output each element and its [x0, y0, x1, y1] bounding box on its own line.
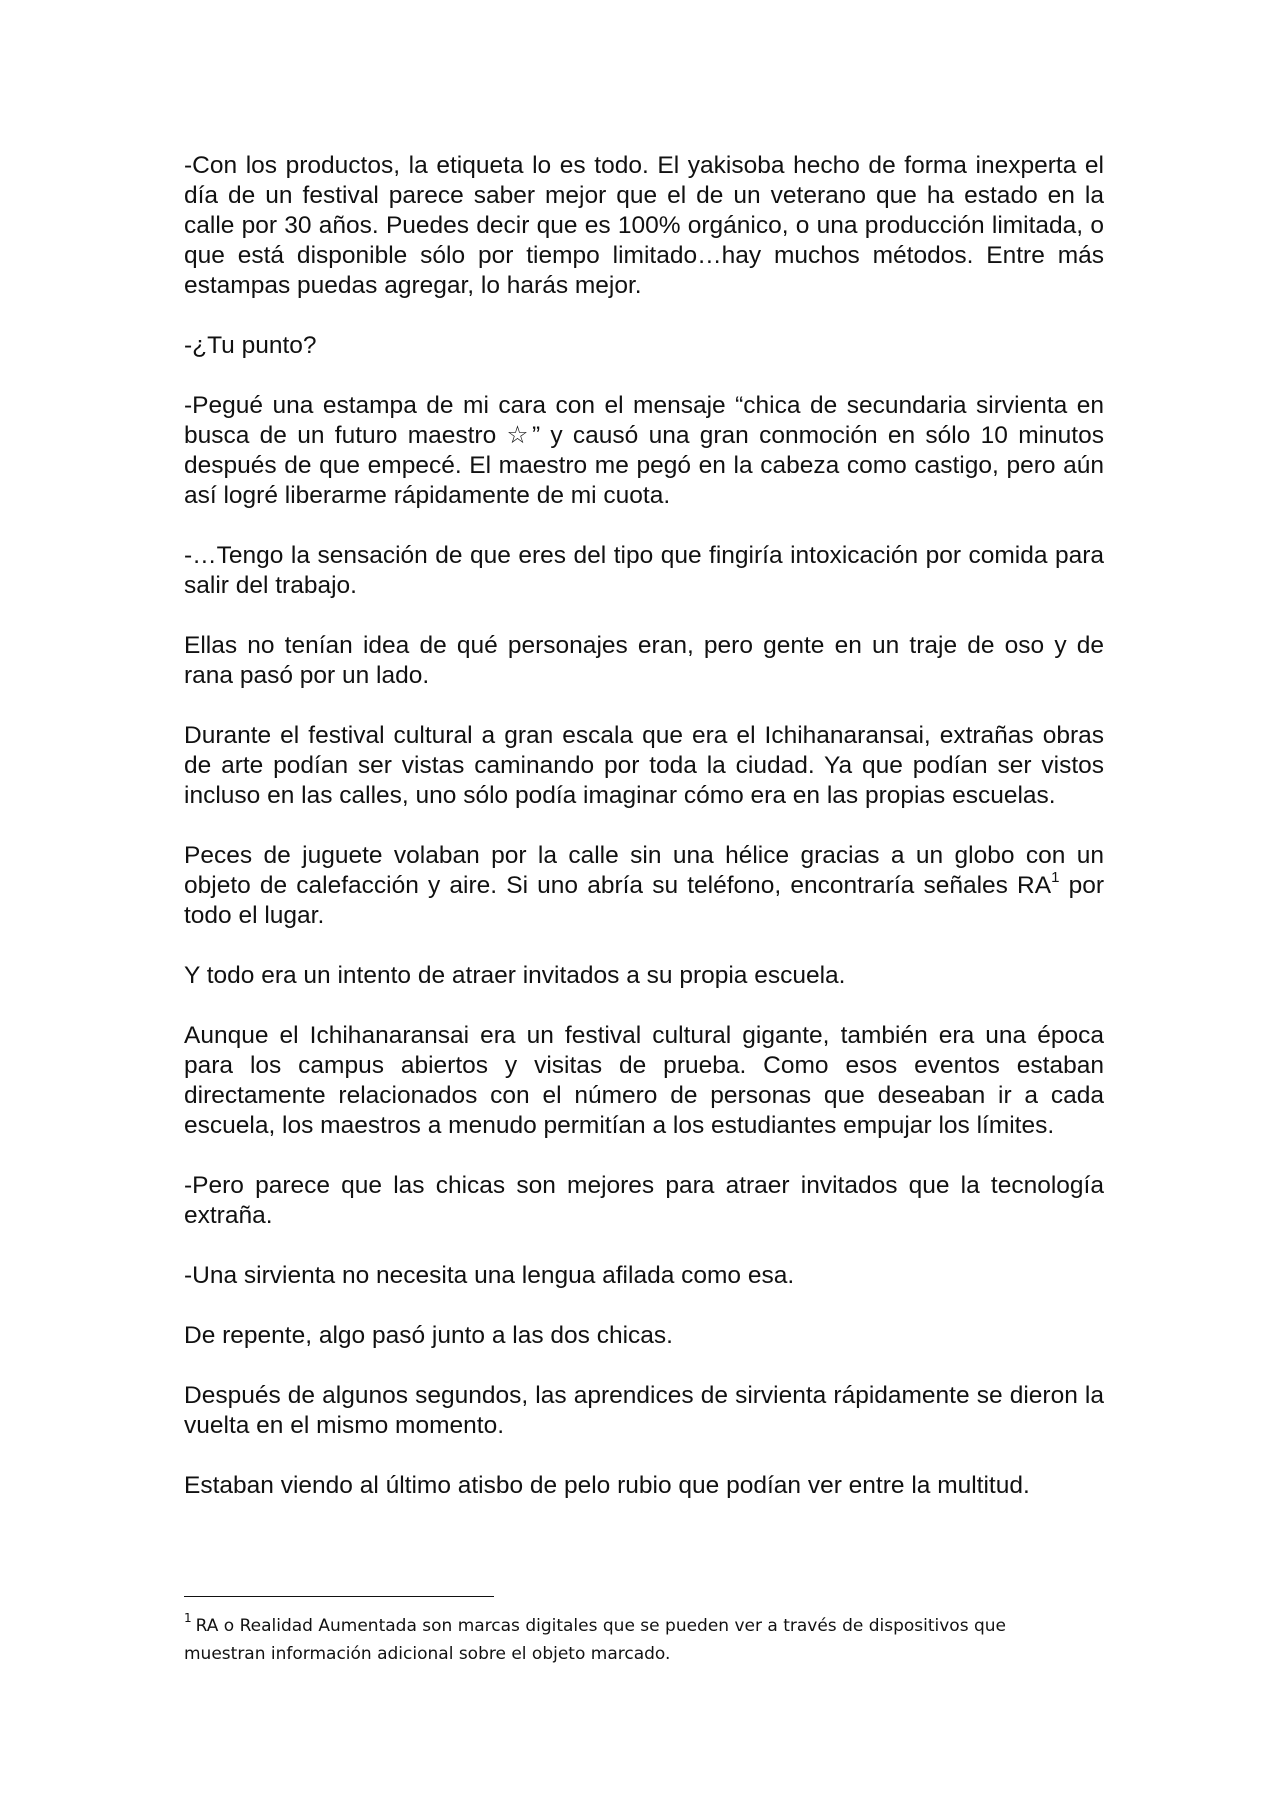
paragraph-5: Ellas no tenían idea de qué personajes eran, pero gente en un traje de oso y de rana pasó por un lado. [184, 632, 1104, 689]
paragraph-7 [184, 841, 1104, 931]
paragraph-2: -¿Tu punto? [184, 332, 317, 359]
paragraph-10: -Pero parece que las chicas son mejores para atraer invitados que la tecnología extraña. [184, 1172, 1104, 1229]
body-text [184, 151, 1104, 1531]
paragraph-11: -Una sirvienta no necesita una lengua afilada como esa. [184, 1262, 795, 1289]
paragraph-13: Después de algunos segundos, las aprendices de sirvienta rápidamente se dieron la vuelta en el mismo momento. [184, 1382, 1104, 1439]
footnote-divider [184, 1596, 494, 1597]
paragraph-7-tail: por todo el lugar. [184, 872, 1104, 929]
paragraph-1: -Con los productos, la etiqueta lo es todo. El yakisoba hecho de forma inexperta el día de un festival parece saber mejor que el de un veterano que ha estado en la calle por 30 años. Puedes decir que es 100% orgánico, o una producción limitada, o que está disponible sólo por tiempo limitado…hay muchos métodos. Entre más estampas puedas agregar, lo harás mejor. [184, 152, 1104, 299]
paragraph-9: Aunque el Ichihanaransai era un festival cultural gigante, también era una época para los campus abiertos y visitas de prueba. Como esos eventos estaban directamente relacionados con el número de personas que deseaban ir a cada escuela, los maestros a menudo permitían a los estudiantes empujar los límites. [184, 1022, 1104, 1139]
paragraph-12: De repente, algo pasó junto a las dos chicas. [184, 1322, 673, 1349]
footnote [184, 1612, 1084, 1668]
footnote-text: RA o Realidad Aumentada son marcas digitales que se pueden ver a través de dispositivos que muestran información adicional sobre el objeto marcado. [184, 1616, 1006, 1664]
paragraph-14: Estaban viendo al último atisbo de pelo rubio que podían ver entre la multitud. [184, 1472, 1030, 1499]
paragraph-8: Y todo era un intento de atraer invitados a su propia escuela. [184, 962, 846, 989]
paragraph-6: Durante el festival cultural a gran escala que era el Ichihanaransai, extrañas obras de arte podían ser vistas caminando por toda la ciudad. Ya que podían ser vistos incluso en las calles, uno sólo podía imaginar cómo era en las propias escuelas. [184, 722, 1104, 809]
paragraph-7-text: Peces de juguete volaban por la calle sin una hélice gracias a un globo con un objeto de calefacción y aire. Si uno abría su teléfono, encontraría señales RA [184, 842, 1104, 899]
footnote-reference: 1 [1051, 868, 1060, 886]
paragraph-3: -Pegué una estampa de mi cara con el mensaje “chica de secundaria sirvienta en busca de un futuro maestro ☆” y causó una gran conmoción en sólo 10 minutos después de que empecé. El maestro me pegó en la cabeza como castigo, pero aún así logré liberarme rápidamente de mi cuota. [184, 392, 1104, 509]
paragraph-4: -…Tengo la sensación de que eres del tipo que fingiría intoxicación por comida para salir del trabajo. [184, 542, 1104, 599]
footnote-number: 1 [184, 1611, 192, 1626]
